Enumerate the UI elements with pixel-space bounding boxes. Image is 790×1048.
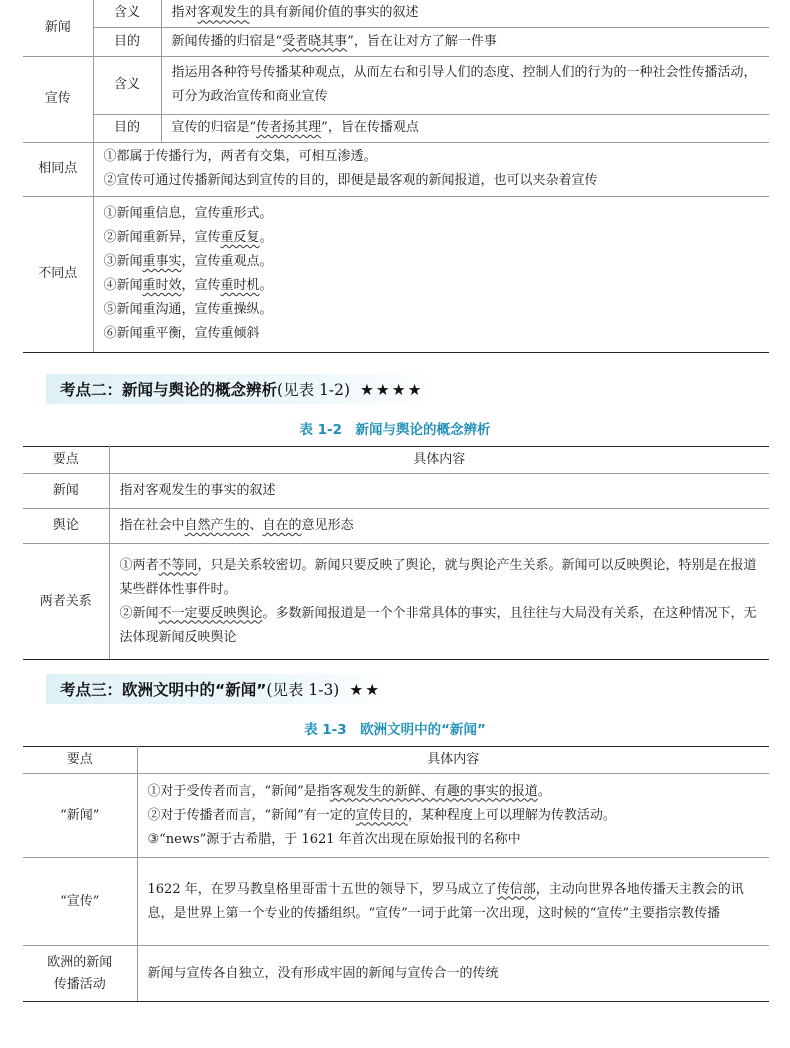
list-item: ④新闻重时效，宣传重时机。	[103, 278, 273, 293]
table-row	[23, 56, 769, 114]
list-item: ②对于传播者而言，“新闻”有一定的宣传目的，某种程度上可以理解为传教活动。	[147, 807, 616, 823]
sub-label-meaning: 含义	[93, 0, 161, 27]
table-row	[23, 114, 769, 142]
table-row	[23, 27, 769, 56]
table-news-in-european-civilization	[23, 746, 769, 1002]
sub-label-meaning: 含义	[93, 56, 161, 114]
column-header: 要点	[23, 447, 109, 474]
heading-ref: (见表 1-3)	[266, 681, 340, 699]
column-header: 要点	[23, 747, 137, 774]
news-europe-text	[137, 774, 769, 858]
row-label-similarities: 相同点	[23, 142, 93, 196]
row-label-opinion: 舆论	[23, 509, 109, 544]
list-item: ③新闻重事实，宣传重观点。	[103, 254, 273, 269]
table-row	[23, 774, 769, 858]
list-item: ②新闻不一定要反映舆论。多数新闻报道是一个个非常具体的事实，且往往与大局没有关系，在这种情况下，无法体现新闻反映舆论	[119, 605, 757, 645]
label-line: 欧洲的新闻	[47, 954, 113, 970]
row-label-news: 新闻	[23, 474, 109, 509]
heading-title: 考点二：新闻与舆论的概念辨析	[60, 381, 278, 399]
list-item: ③“news”源于古希腊，于 1621 年首次出现在原始报刊的名称中	[147, 831, 521, 847]
star-rating-icon: ★★	[349, 681, 382, 699]
propaganda-meaning-text: 指运用各种符号传播某种观点，从而左右和引导人们的态度、控制人们的行为的一种社会性传播活动，可分为政治宣传和商业宣传	[161, 56, 769, 114]
table-row	[23, 142, 769, 196]
table-row	[23, 946, 769, 1002]
opinion-definition-text: 指在社会中自然产生的、自在的意见形态	[109, 509, 769, 544]
table-header-row	[23, 447, 769, 474]
row-label-news: “新闻”	[23, 774, 137, 858]
list-item: ②宣传可通过传播新闻达到宣传的目的，即便是最客观的新闻报道，也可以夹杂着宣传	[103, 173, 598, 188]
list-item: ⑤新闻重沟通，宣传重操纵。	[103, 302, 273, 317]
row-label-propaganda: “宣传”	[23, 858, 137, 946]
table-news-vs-propaganda	[23, 0, 769, 353]
row-label-europe-activity	[23, 946, 137, 1002]
sub-label-purpose: 目的	[93, 114, 161, 142]
section-heading-3	[46, 674, 391, 704]
heading-ref: (见表 1-2)	[277, 381, 350, 399]
list-item: ①新闻重信息，宣传重形式。	[103, 206, 273, 221]
section-heading-2	[46, 374, 434, 404]
propaganda-europe-text: 1622 年，在罗马教皇格里哥雷十五世的领导下，罗马成立了传信部，主动向世界各地传播天主教会的讯息，是世界上第一个专业的传播组织。“宣传”一词于此第一次出现，这时候的“宣传”主要指宗教传播	[137, 858, 769, 946]
europe-activity-text: 新闻与宣传各自独立，没有形成牢固的新闻与宣传合一的传统	[137, 946, 769, 1002]
news-purpose-text: 新闻传播的归宿是“受者晓其事”，旨在让对方了解一件事	[161, 27, 769, 56]
table-caption-1-3: 表 1-3 欧洲文明中的“新闻”	[304, 722, 486, 738]
table-row	[23, 544, 769, 660]
row-label-relationship: 两者关系	[23, 544, 109, 660]
table-header-row	[23, 747, 769, 774]
list-item: ②新闻重新异，宣传重反复。	[103, 230, 273, 245]
list-item: ①两者不等同，只是关系较密切。新闻只要反映了舆论，就与舆论产生关系。新闻可以反映舆论，特别是在报道某些群体性事件时。	[119, 557, 757, 597]
table-caption-1-2: 表 1-2 新闻与舆论的概念辨析	[299, 422, 491, 438]
row-label-propaganda: 宣传	[23, 56, 93, 142]
heading-title: 考点三：欧洲文明中的“新闻”	[60, 681, 267, 699]
sub-label-purpose: 目的	[93, 27, 161, 56]
table-row	[23, 196, 769, 352]
table-row	[23, 509, 769, 544]
list-item: ⑥新闻重平衡，宣传重倾斜	[103, 326, 260, 341]
similarities-text	[93, 142, 769, 196]
list-item: ①都属于传播行为，两者有交集，可相互渗透。	[103, 149, 377, 164]
propaganda-purpose-text: 宣传的归宿是“传者扬其理”，旨在传播观点	[161, 114, 769, 142]
row-label-differences: 不同点	[23, 196, 93, 352]
table-row	[23, 858, 769, 946]
list-item: ①对于受传者而言，“新闻”是指客观发生的新鲜、有趣的事实的报道。	[147, 783, 551, 799]
star-rating-icon: ★★★★	[360, 381, 424, 399]
column-header: 具体内容	[109, 447, 769, 474]
label-line: 传播活动	[53, 976, 106, 992]
news-definition-text: 指对客观发生的事实的叙述	[109, 474, 769, 509]
table-row	[23, 0, 769, 27]
news-meaning-text: 指对客观发生的具有新闻价值的事实的叙述	[161, 0, 769, 27]
relationship-text	[109, 544, 769, 660]
row-label-news: 新闻	[23, 0, 93, 56]
differences-text	[93, 196, 769, 352]
column-header: 具体内容	[137, 747, 769, 774]
table-row	[23, 474, 769, 509]
table-news-vs-opinion	[23, 446, 769, 660]
